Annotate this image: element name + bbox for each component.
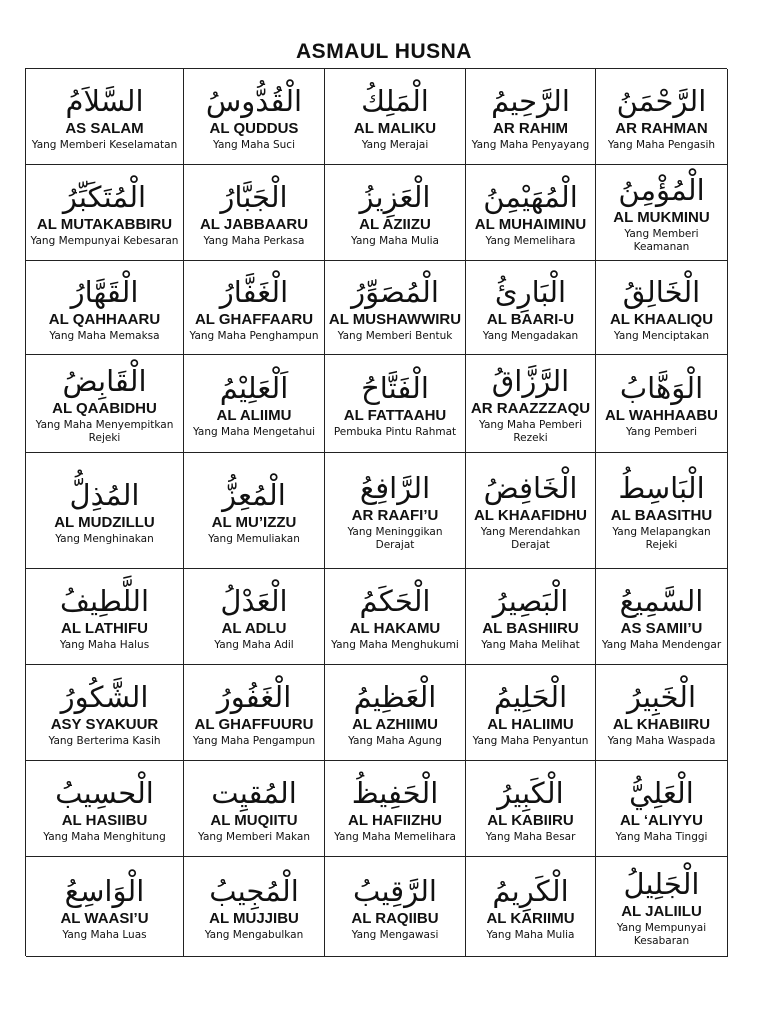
name-cell — [184, 453, 325, 569]
meaning-text: Yang Mengadakan — [482, 329, 579, 342]
latin-name: AL MUQIITU — [210, 811, 298, 829]
arabic-name: الْفَتَّاحُ — [361, 370, 429, 405]
arabic-name: السَّمِيعُ — [619, 583, 704, 618]
latin-name: AL ‘ALIYYU — [619, 811, 704, 829]
meaning-text: Yang Meninggikan Derajat — [347, 526, 443, 551]
meaning-text: Yang Mempunyai Kesabaran — [616, 922, 707, 947]
name-cell — [596, 355, 728, 453]
arabic-name: الْخَالِقُ — [622, 274, 701, 309]
meaning-text: Yang Maha Luas — [62, 928, 147, 941]
latin-name: AL ADLU — [221, 619, 287, 637]
meaning-text: Pembuka Pintu Rahmat — [333, 425, 457, 438]
latin-name: AL MU’IZZU — [211, 513, 297, 531]
arabic-name: الْكَبِيرُ — [497, 775, 564, 810]
latin-name: AL JALIILU — [621, 903, 702, 920]
arabic-name: الْحسِيبُ — [55, 775, 154, 810]
latin-name: ASY SYAKUUR — [50, 715, 159, 733]
meaning-text: Yang Maha Besar — [485, 830, 576, 843]
arabic-name: الْحَلِيمُ — [493, 679, 568, 714]
name-cell — [26, 761, 184, 857]
meaning-text: Yang Merajai — [361, 138, 429, 151]
name-cell — [466, 261, 596, 355]
name-cell — [184, 355, 325, 453]
latin-name: AL GHAFFAARU — [194, 310, 314, 328]
meaning-text: Yang Maha Pengampun — [192, 734, 316, 747]
meaning-text: Yang Maha Halus — [59, 638, 150, 651]
name-cell — [26, 857, 184, 957]
latin-name: AL HASIIBU — [61, 811, 148, 829]
latin-name: AR RAAZZZAQU — [470, 400, 591, 417]
latin-name: AL KABIIRU — [487, 811, 574, 829]
name-cell — [26, 261, 184, 355]
latin-name: AL GHAFFUURU — [194, 715, 314, 733]
name-cell — [466, 165, 596, 261]
meaning-text: Yang Maha Memelihara — [334, 830, 456, 843]
name-cell — [325, 665, 466, 761]
latin-name: AL HAKAMU — [349, 619, 441, 637]
arabic-name: الرَّافِعُ — [359, 471, 431, 505]
arabic-name: الْمُتَكَبِّرُ — [62, 179, 147, 214]
name-cell — [466, 355, 596, 453]
latin-name: AL MUHAIMINU — [474, 215, 587, 233]
name-cell — [325, 453, 466, 569]
arabic-name: الْبَصِيرُ — [492, 583, 569, 618]
name-cell — [325, 569, 466, 665]
latin-name: AL KHAALIQU — [609, 310, 714, 328]
arabic-name: الرَّقِيبُ — [353, 873, 437, 908]
arabic-name: الْعَدْلُ — [220, 583, 288, 618]
arabic-name: الْقَابِضُ — [62, 364, 147, 398]
arabic-name: الْحَفِيظُ — [351, 775, 439, 810]
arabic-name: السَّلاَمُ — [65, 83, 144, 118]
latin-name: AL AZHIIMU — [352, 715, 438, 733]
latin-name: AL ALIIMU — [216, 406, 292, 424]
name-cell — [184, 857, 325, 957]
name-cell — [596, 761, 728, 857]
latin-name: AL JABBAARU — [199, 215, 309, 233]
arabic-name: الرَّحِيمُ — [491, 83, 570, 118]
arabic-name: الْخَافِضُ — [483, 471, 578, 505]
latin-name: AL MUKMINU — [613, 209, 710, 226]
arabic-name: الْبَارِئُ — [494, 274, 567, 309]
meaning-text: Yang Memuliakan — [208, 532, 300, 545]
arabic-name: الْقَهَّارُ — [70, 274, 139, 309]
latin-name: AS SAMII’U — [620, 619, 703, 637]
meaning-text: Yang Maha Agung — [348, 734, 442, 747]
latin-name: AL WAASI’U — [60, 909, 149, 927]
name-cell — [466, 761, 596, 857]
name-cell — [26, 453, 184, 569]
meaning-text: Yang Pemberi — [625, 425, 698, 438]
arabic-name: الْوَهَّابُ — [619, 370, 704, 405]
latin-name: AL BAARI-U — [486, 310, 575, 328]
latin-name: AR RAHIM — [493, 119, 568, 137]
name-cell — [596, 453, 728, 569]
name-cell — [184, 69, 325, 165]
arabic-name: الْمُهَيْمِنُ — [483, 179, 578, 214]
name-cell — [26, 165, 184, 261]
name-cell — [26, 665, 184, 761]
latin-name: AL MUJJIBU — [209, 909, 299, 927]
latin-name: AL RAQIIBU — [351, 909, 439, 927]
arabic-name: الْمُجِيبُ — [209, 873, 299, 908]
arabic-name: الْقُدُّوسُ — [205, 83, 303, 118]
name-cell — [184, 165, 325, 261]
name-cell — [184, 569, 325, 665]
name-cell — [26, 355, 184, 453]
name-cell — [325, 857, 466, 957]
latin-name: AL WAHHAABU — [604, 406, 719, 424]
latin-name: AL HAFIIZHU — [348, 811, 442, 829]
meaning-text: Yang Maha Suci — [213, 138, 295, 151]
arabic-name: الْمُصَوِّرُ — [351, 274, 439, 309]
arabic-name: الْمَلِكُ — [361, 83, 429, 118]
meaning-text: Yang Maha Mendengar — [601, 638, 722, 651]
name-cell — [596, 165, 728, 261]
meaning-text: Yang Maha Penyantun — [472, 734, 589, 747]
meaning-text: Yang Memberi Keselamatan — [31, 138, 178, 151]
meaning-text: Yang Menciptakan — [613, 329, 710, 342]
arabic-name: الْعَلِيُّ — [629, 775, 694, 810]
meaning-text: Yang Mengawasi — [351, 928, 439, 941]
latin-name: AL KHAAFIDHU — [473, 507, 588, 524]
arabic-name: الْمُؤْمِنُ — [618, 173, 705, 207]
name-cell — [466, 569, 596, 665]
meaning-text: Yang Maha Menghitung — [43, 830, 166, 843]
latin-name: AL KHABIIRU — [612, 715, 711, 733]
meaning-text: Yang Mengabulkan — [204, 928, 304, 941]
name-cell — [466, 665, 596, 761]
name-cell — [325, 69, 466, 165]
arabic-name: المُقيِت — [211, 775, 297, 810]
arabic-name: المُذِلُّ — [69, 477, 140, 512]
arabic-name: الْمُعِزُّ — [222, 477, 286, 512]
meaning-text: Yang Maha Mulia — [486, 928, 575, 941]
meaning-text: Yang Mempunyai Kebesaran — [30, 234, 179, 247]
page-title: ASMAUL HUSNA — [296, 40, 472, 63]
latin-name: AL QAHHAARU — [48, 310, 161, 328]
name-cell — [184, 261, 325, 355]
latin-name: AL QAABIDHU — [52, 400, 157, 417]
meaning-text: Yang Maha Penghampun — [189, 329, 319, 342]
meaning-text: Yang Maha Pengasih — [607, 138, 716, 151]
arabic-name: الْعَظِيمُ — [353, 679, 437, 714]
name-cell — [184, 761, 325, 857]
name-cell — [325, 355, 466, 453]
latin-name: AL MALIKU — [353, 119, 437, 137]
latin-name: AR RAHMAN — [615, 119, 708, 137]
latin-name: AL BAASITHU — [610, 507, 713, 524]
name-cell — [325, 261, 466, 355]
meaning-text: Yang Maha Mulia — [351, 234, 439, 247]
meaning-text: Yang Memberi Makan — [198, 830, 310, 843]
meaning-text: Yang Berterima Kasih — [48, 734, 161, 747]
meaning-text: Yang Maha Pemberi Rezeki — [479, 419, 582, 444]
arabic-name: الْبَاسِطُ — [618, 471, 705, 505]
arabic-name: الْحَكَمُ — [359, 583, 431, 618]
meaning-text: Yang Maha Mengetahui — [192, 425, 316, 438]
name-cell — [26, 569, 184, 665]
name-cell — [325, 165, 466, 261]
meaning-text: Yang Maha Perkasa — [203, 234, 305, 247]
latin-name: AL MUDZILLU — [54, 513, 155, 531]
arabic-name: الْكَرِيمُ — [492, 873, 569, 908]
meaning-text: Yang Memberi Keamanan — [624, 228, 699, 253]
meaning-text: Yang Menghinakan — [55, 532, 154, 545]
meaning-text: Yang Maha Menyempitkan Rejeki — [35, 419, 174, 444]
latin-name: AL QUDDUS — [209, 119, 299, 137]
name-cell — [466, 453, 596, 569]
meaning-text: Yang Melapangkan Rejeki — [612, 526, 711, 551]
meaning-text: Yang Maha Memaksa — [49, 329, 160, 342]
names-table — [25, 68, 727, 956]
meaning-text: Yang Maha Adil — [214, 638, 294, 651]
name-cell — [466, 857, 596, 957]
arabic-name: الرَّزَّاقُ — [491, 364, 570, 398]
name-cell — [184, 665, 325, 761]
name-cell — [596, 69, 728, 165]
name-cell — [26, 69, 184, 165]
latin-name: AL MUTAKABBIRU — [36, 215, 173, 233]
arabic-name: الرَّحْمَنُ — [616, 83, 707, 118]
name-cell — [325, 761, 466, 857]
name-cell — [466, 69, 596, 165]
latin-name: AL KARIIMU — [486, 909, 575, 927]
name-cell — [596, 261, 728, 355]
arabic-name: الْجَبَّارُ — [220, 179, 288, 214]
arabic-name: الْغَفَّارُ — [219, 274, 289, 309]
arabic-name: الشَّكُورُ — [60, 679, 149, 714]
latin-name: AR RAAFI’U — [351, 507, 439, 524]
meaning-text: Yang Merendahkan Derajat — [480, 526, 581, 551]
meaning-text: Yang Memberi Bentuk — [337, 329, 453, 342]
arabic-name: الْعَزِيزُ — [359, 179, 431, 214]
meaning-text: Yang Maha Waspada — [607, 734, 716, 747]
meaning-text: Yang Maha Menghukumi — [331, 638, 459, 651]
latin-name: AL MUSHAWWIRU — [328, 310, 462, 328]
latin-name: AS SALAM — [65, 119, 144, 137]
arabic-name: اللَّطِيفُ — [59, 583, 150, 618]
latin-name: AL HALIIMU — [487, 715, 574, 733]
name-cell — [596, 857, 728, 957]
arabic-name: الْخَبِيرُ — [626, 679, 697, 714]
arabic-name: الْوَاسِعُ — [64, 873, 145, 908]
meaning-text: Yang Maha Melihat — [481, 638, 580, 651]
latin-name: AL BASHIIRU — [482, 619, 579, 637]
arabic-name: الْجَلِيلُ — [623, 867, 700, 901]
latin-name: AL AZIIZU — [359, 215, 431, 233]
arabic-name: اَلْعَلِيْمُ — [219, 370, 289, 405]
latin-name: AL FATTAAHU — [343, 406, 447, 424]
meaning-text: Yang Maha Tinggi — [615, 830, 708, 843]
arabic-name: الْغَفُورُ — [216, 679, 292, 714]
meaning-text: Yang Maha Penyayang — [471, 138, 590, 151]
name-cell — [596, 569, 728, 665]
latin-name: AL LATHIFU — [61, 619, 148, 637]
meaning-text: Yang Memelihara — [485, 234, 576, 247]
name-cell — [596, 665, 728, 761]
